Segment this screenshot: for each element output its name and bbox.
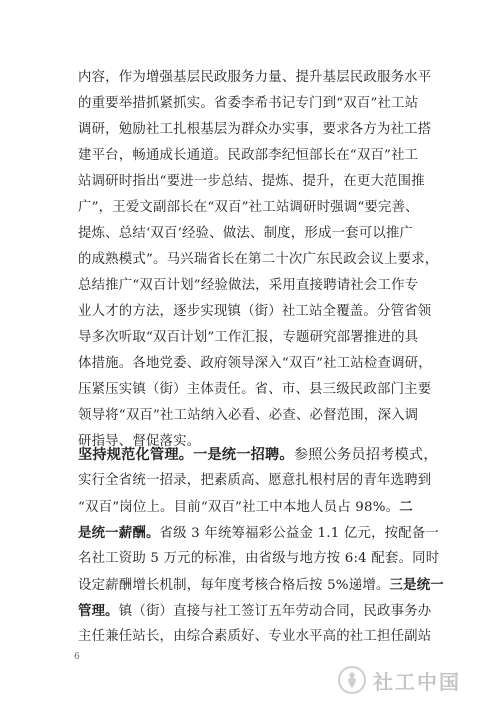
point-label-2: 是统一薪酬。 bbox=[78, 525, 160, 541]
paragraph-line: 内容，作为增强基层民政服务力量、提升基层民政服务水平 bbox=[78, 70, 432, 85]
paragraph-line: 业人才的方法，逐步实现镇（街）社工站全覆盖。分管省领 bbox=[78, 304, 432, 319]
section-line: 名社工资助 5 万元的标准，由省级与地方按 6:4 配套。同时 bbox=[78, 551, 440, 566]
point-label-1: 一是统一招聘。 bbox=[193, 447, 294, 463]
line-text: 镇（街）直接与社工签订五年劳动合同，民政事务办 bbox=[118, 604, 432, 619]
section-line: 主任兼任站长，由综合素质好、专业水平高的社工担任副站 bbox=[78, 629, 432, 644]
paragraph-line: 广”，王爱文副部长在“双百”社工站调研时强调“要完善、 bbox=[78, 200, 419, 215]
section-line bbox=[78, 598, 432, 624]
paragraph-line: 研指导、督促落实。 bbox=[78, 434, 201, 449]
section-heading: 坚持规范化管理。 bbox=[78, 447, 194, 463]
point-label-3: 管理。 bbox=[78, 603, 119, 619]
section-line bbox=[78, 520, 440, 546]
paragraph-line: 提炼、总结‘双百’经验、做法、制度，形成一套可以推广 bbox=[78, 226, 414, 241]
watermark-text: 社工中国 bbox=[373, 669, 461, 694]
line-text: 参照公务员招考模式， bbox=[293, 447, 438, 463]
paragraph-line: 建平台，畅通成长通道。民政部李纪恒部长在“双百”社工 bbox=[78, 148, 419, 163]
paragraph-line: 导多次听取“双百计划”工作汇报，专题研究部署推进的具 bbox=[78, 330, 419, 345]
section-line bbox=[78, 494, 428, 520]
point-label-2-start: 二 bbox=[399, 499, 413, 515]
paragraph-line: 的重要举措抓紧抓实。省委李希书记专门到“双百”社工站 bbox=[78, 96, 419, 111]
watermark-logo-icon bbox=[337, 665, 367, 695]
paragraph-line: 压紧压实镇（街）主体责任。省、市、县三级民政部门主要 bbox=[78, 382, 432, 397]
paragraph-line: 总结推广“双百计划”经验做法，采用直接聘请社会工作专 bbox=[78, 278, 419, 293]
section-line: 实行全省统一招录，把素质高、愿意扎根村居的青年选聘到 bbox=[78, 473, 432, 488]
paragraph-line: 调研，勉励社工扎根基层为群众办实事，要求各方为社工搭 bbox=[78, 122, 432, 137]
watermark bbox=[337, 662, 461, 698]
paragraph-line: 体措施。各地党委、政府领导深入“双百”社工站检查调研， bbox=[78, 356, 432, 371]
line-text: 省级 3 年统筹福彩公益金 1.1 亿元，按配备一 bbox=[159, 526, 440, 541]
paragraph-line: 领导将“双百”社工站纳入必看、必查、必督范围，深入调 bbox=[78, 408, 419, 423]
page-number: 6 bbox=[74, 652, 80, 662]
section-heading-line bbox=[78, 442, 438, 468]
line-text: “双百”岗位上。目前“双百”社工中本地人员占 98%。 bbox=[78, 500, 400, 515]
point-label-3-start: 三是统一 bbox=[389, 577, 444, 593]
paragraph-line: 站调研时指出“要进一步总结、提炼、提升，在更大范围推 bbox=[78, 174, 425, 189]
paragraph-line: 的成熟模式”。马兴瑞省长在第二十次广东民政会议上要求， bbox=[78, 252, 439, 267]
section-line bbox=[78, 572, 444, 598]
line-text: 设定薪酬增长机制，每年度考核合格后按 5%递增。 bbox=[78, 578, 390, 593]
